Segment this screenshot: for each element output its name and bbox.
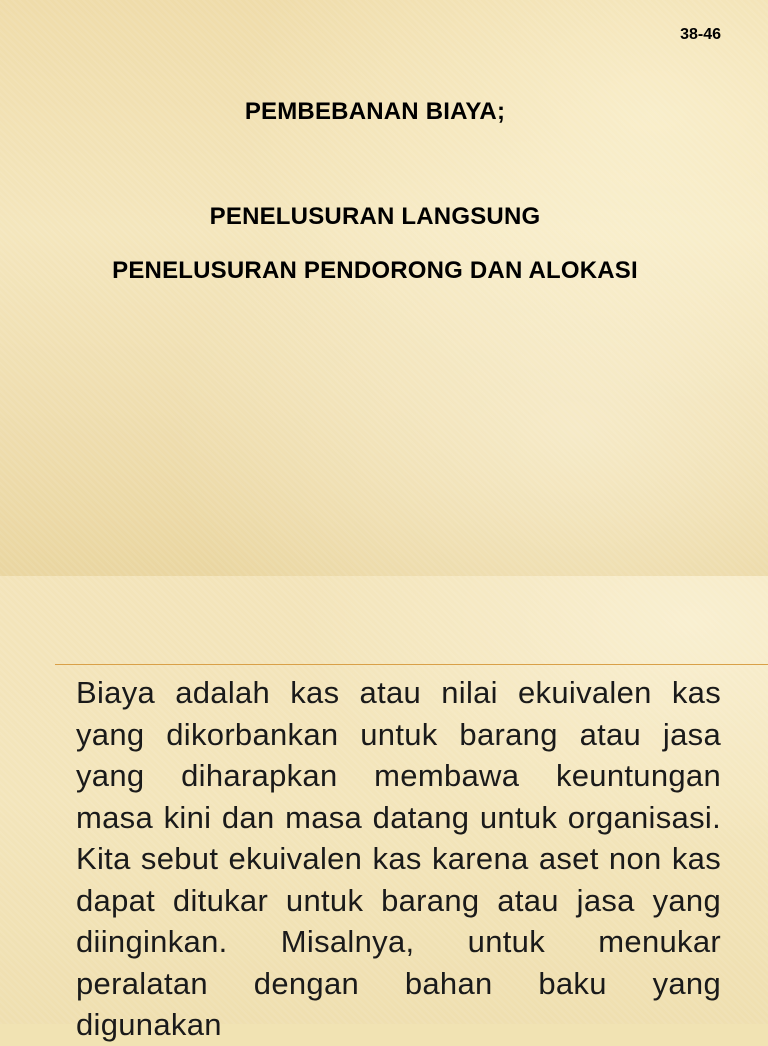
heading-line-1: PENELUSURAN LANGSUNG <box>209 203 541 230</box>
page-number: 38-46 <box>680 26 721 43</box>
slide-bottom <box>0 576 768 1042</box>
slide-title: PEMBEBANAN BIAYA; <box>244 98 506 125</box>
heading-line-2: PENELUSURAN PENDORONG DAN ALOKASI <box>112 257 638 284</box>
body-paragraph: Biaya adalah kas atau nilai ekuivalen kas yang dikorbankan untuk barang atau jasa yang diharapkan membawa keuntungan masa kini dan masa datang untuk organisasi. Kita sebut ekuivalen kas karena aset non kas dapat ditukar untuk barang atau jasa yang diinginkan. Misalnya, untuk menukar peralatan dengan bahan baku yang digunakan <box>76 675 721 1042</box>
divider-line <box>55 664 768 665</box>
